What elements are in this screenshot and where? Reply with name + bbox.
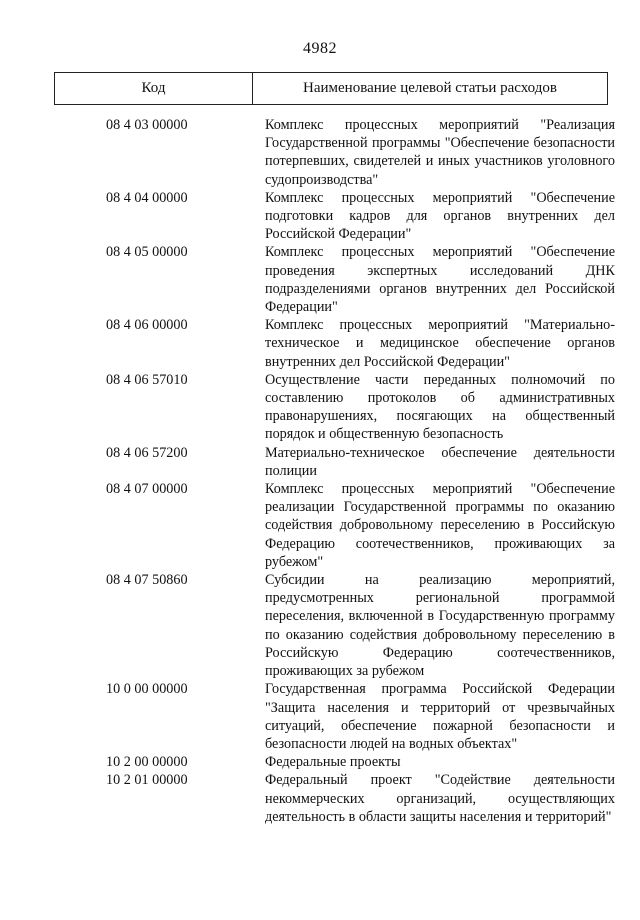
row-code: 08 4 04 00000 [106, 189, 188, 206]
table-row [0, 753, 640, 771]
row-code: 10 0 00 00000 [106, 681, 188, 698]
table-header [54, 72, 608, 105]
table-row [0, 371, 640, 444]
table-row [0, 189, 640, 244]
table-row [0, 771, 640, 826]
row-description: Комплекс процессных мероприятий "Материально-техническое и медицинское обеспечение органов внутренних дел Российской Федерации" [265, 317, 615, 370]
table-row [0, 680, 640, 753]
row-code: 08 4 06 57010 [106, 371, 188, 388]
row-code: 08 4 06 57200 [106, 444, 188, 461]
row-description: Комплекс процессных мероприятий "Обеспечение подготовки кадров для органов внутренних дел Российской Федерации" [265, 189, 615, 243]
page-number: 4982 [303, 40, 337, 57]
header-code: Код [55, 73, 253, 104]
table-row [0, 444, 640, 480]
table-row [0, 316, 640, 371]
row-description: Комплекс процессных мероприятий "Обеспечение проведения экспертных исследований ДНК подразделениями органов внутренних дел Российской Федерации" [265, 244, 615, 316]
row-description: Государственная программа Российской Федерации "Защита населения и территорий от чрезвычайных ситуаций, обеспечение пожарной безопасности и безопасности людей на водных объектах" [265, 681, 615, 752]
header-name: Наименование целевой статьи расходов [303, 80, 557, 96]
row-description: Федеральный проект "Содействие деятельности некоммерческих организаций, осуществляющих деятельность в области защиты населения и территорий" [265, 772, 615, 825]
table-body [0, 116, 640, 826]
table-row [0, 116, 640, 189]
row-description: Осуществление части переданных полномочий по составлению протоколов об административных правонарушениях, посягающих на общественный порядок и общественную безопасность [265, 371, 615, 443]
row-code: 08 4 07 50860 [106, 572, 188, 589]
row-code: 08 4 05 00000 [106, 244, 188, 261]
row-description: Комплекс процессных мероприятий "Обеспечение реализации Государственной программы по оказанию содействия добровольному переселению в Российскую Федерацию соотечественников, проживающих за рубежом" [265, 481, 615, 570]
table-row [0, 571, 640, 680]
row-code: 08 4 06 00000 [106, 317, 188, 334]
row-code: 08 4 03 00000 [106, 117, 188, 133]
row-description: Федеральные проекты [265, 754, 401, 771]
row-code: 08 4 07 00000 [106, 481, 188, 498]
row-description: Материально-техническое обеспечение деятельности полиции [265, 444, 615, 479]
table-row [0, 480, 640, 571]
row-description: Комплекс процессных мероприятий "Реализация Государственной программы "Обеспечение безопасности потерпевших, свидетелей и иных участников уголовного судопроизводства" [265, 117, 615, 188]
row-code: 10 2 01 00000 [106, 772, 188, 789]
row-description: Субсидии на реализацию мероприятий, предусмотренных региональной программой переселения, включенной в Государственную программу по оказанию содействия добровольному переселению в Российскую Федерацию соотечественников, проживающих за рубежом [265, 572, 615, 680]
row-code: 10 2 00 00000 [106, 754, 188, 771]
table-row [0, 243, 640, 316]
